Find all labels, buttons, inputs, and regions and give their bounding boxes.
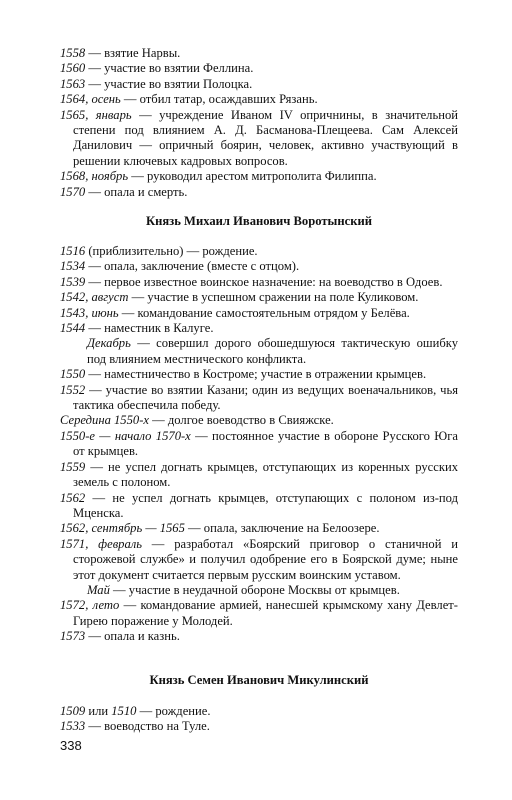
chronology-entry [60,719,458,734]
entry-text: — руководил арестом митрополита Филиппа. [128,169,377,184]
chronology-entry [60,244,458,259]
entry-text: — рождение. [136,704,211,718]
chronology-entry [60,185,458,200]
chronology-entry [60,77,458,92]
entry-date-alt: 1510 [111,704,137,718]
chronology-entry [60,413,458,428]
entry-date: 1573 [60,629,86,644]
chronology-entry [60,92,458,107]
entry-text: — не успел догнать крымцев, отступающих с полоном из-под Мценска. [73,490,458,520]
entry-connector: или [85,704,112,718]
entry-date: 1516 [60,244,86,258]
section-basmanov-chronology [60,46,458,200]
chronology-entry [60,704,458,719]
entry-date: 1559 [60,459,86,474]
entry-date: 1552 [60,382,86,397]
entry-text: — участие в неудачной обороне Москвы от крымцев. [109,582,400,597]
chronology-entry [60,46,458,61]
entry-text: — участие во взятии Казани; один из ведущих военачальников, чья тактика обеспечила победу. [73,382,458,413]
chronology-entry [60,629,458,644]
chronology-entry [60,290,458,305]
entry-date: 1571, февраль [60,536,142,551]
entry-date: 1563 [60,76,86,91]
entry-text: — командование армией, нанесшей крымскому хану Девлет-Гирею поражение у Молодей. [73,598,458,628]
chronology-subentry [60,336,458,367]
entry-date: Май [87,582,110,597]
entry-text: — разработал «Боярский приговор о станичной и сторожевой службе» и получил одобрение его в Боярской думе; ныне этот документ считается первым русским воинским уставом. [73,536,458,582]
entry-date: 1550-е — начало 1570-х [60,428,191,443]
entry-date: 1570 [60,184,86,199]
entry-text: — не успел догнать крымцев, отступающих из коренных русских земель с полоном. [73,459,458,490]
chronology-entry [60,491,458,522]
entry-text: — воеводство на Туле. [85,719,210,734]
chronology-entry [60,383,458,414]
entry-date: 1544 [60,321,86,336]
entry-text: — опала, заключение (вместе с отцом). [85,259,300,274]
chronology-entry [60,598,458,629]
chronology-subentry [60,583,458,598]
chronology-entry [60,306,458,321]
entry-text: — наместник в Калуге. [85,321,214,336]
section-heading: Князь Михаил Иванович Воротынский [145,214,373,228]
entry-date: 1562 [60,490,86,505]
page-number: 338 [60,738,82,753]
chronology-entry [60,275,458,290]
entry-date: Середина 1550-х [60,413,149,428]
entry-text: — совершил дорого обошедшуюся тактическую ошибку под влиянием местнического конфликта. [87,336,458,366]
section-vorotynsky-chronology [60,244,458,645]
entry-text: — первое известное воинское назначение: на воеводство в Одоев. [85,274,443,289]
entry-text: — опала и казнь. [85,629,180,644]
entry-date: 1509 [60,704,86,718]
chronology-entry [60,108,458,170]
entry-date: 1533 [60,719,86,734]
entry-text: — отбил татар, осаждавших Рязань. [120,92,318,107]
entry-text: — учреждение Иваном IV опричнины, в значительной степени под влиянием А. Д. Басманова-Плещеева. Сам Алексей Данилович — опричный боярин, человек, активно участвующий в решении ключевых кадровых вопросов. [73,107,458,168]
entry-date: 1572, лето [60,598,120,613]
entry-text: — опала, заключение на Белоозере. [184,521,380,536]
entry-text: — долгое воеводство в Свияжске. [148,413,334,428]
entry-text: — участие в успешном сражении на поле Куликовом. [128,290,419,305]
chronology-entry [60,521,458,536]
entry-date: 1534 [60,259,86,274]
chronology-entry [60,367,458,382]
entry-date: 1550 [60,367,86,382]
entry-date: 1543, июнь [60,305,119,320]
chronology-entry [60,537,458,583]
entry-text: — взятие Нарвы. [85,46,181,60]
entry-text: — участие во взятии Феллина. [85,61,254,76]
entry-date: 1564, осень [60,92,121,107]
entry-text: — наместничество в Костроме; участие в отражении крымцев. [85,367,427,382]
entry-date: 1565, январь [60,107,132,122]
entry-date: 1560 [60,61,86,76]
chronology-entry [60,169,458,184]
chronology-entry [60,460,458,491]
entry-date: 1562, сентябрь — 1565 [60,521,185,536]
section-mikulinsky-chronology [60,704,458,735]
entry-date: 1568, ноябрь [60,169,129,184]
entry-date: 1539 [60,274,86,289]
entry-text: — опала и смерть. [85,184,188,199]
entry-date: 1542, август [60,290,129,305]
entry-date: 1558 [60,46,86,60]
chronology-entry [60,321,458,336]
chronology-entry [60,259,458,274]
section-heading: Князь Семен Иванович Микулинский [149,673,369,687]
chronology-entry [60,61,458,76]
entry-date: Декабрь [87,336,131,351]
entry-text: (приблизительно) — рождение. [85,244,258,258]
entry-text: — участие во взятии Полоцка. [85,76,253,91]
entry-text: — постоянное участие в обороне Русского Юга от крымцев. [73,428,458,459]
entry-text: — командование самостоятельным отрядом у Белёва. [118,305,410,320]
chronology-entry [60,429,458,460]
